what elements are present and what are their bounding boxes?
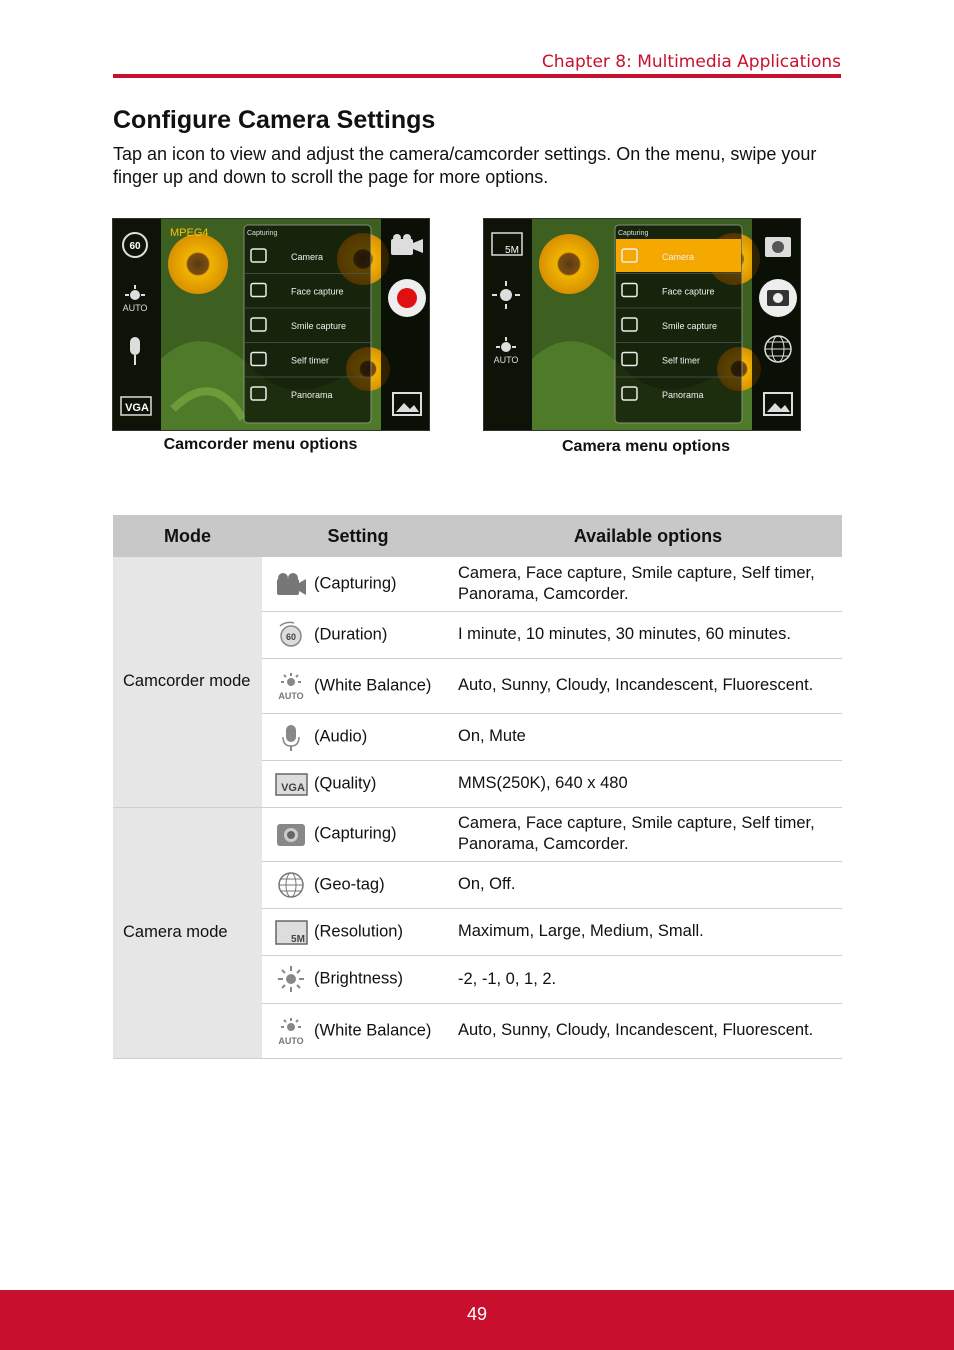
header-options: Available options — [454, 515, 842, 557]
options-cell: Auto, Sunny, Cloudy, Incandescent, Fluorescent. — [454, 658, 842, 713]
options-cell: I minute, 10 minutes, 30 minutes, 60 minutes. — [454, 611, 842, 658]
menu-item-label: Camera — [291, 252, 324, 262]
setting-cell — [262, 658, 454, 713]
svg-text:60: 60 — [129, 241, 141, 252]
menu-item[interactable] — [616, 239, 741, 272]
header-rule — [113, 74, 841, 78]
menu-item-label: Smile capture — [662, 321, 718, 331]
svg-text:Capturing: Capturing — [247, 230, 278, 237]
camcorder-icon — [274, 569, 308, 599]
record-button-icon[interactable] — [388, 279, 426, 317]
page-title: Configure Camera Settings — [113, 106, 436, 134]
menu-item-label: Panorama — [291, 390, 333, 400]
camcorder-caption: Camcorder menu options — [163, 436, 358, 453]
header-mode: Mode — [113, 515, 262, 557]
options-cell: On, Mute — [454, 713, 842, 760]
brightness-icon — [274, 964, 308, 994]
camcorder-screenshot — [112, 218, 430, 431]
svg-text:AUTO: AUTO — [493, 355, 519, 365]
resolution-icon — [274, 917, 308, 947]
svg-text:VGA: VGA — [125, 402, 149, 414]
menu-item-label: Self timer — [662, 355, 701, 366]
svg-text:AUTO: AUTO — [278, 1035, 304, 1046]
setting-label: (Geo-tag) — [314, 874, 385, 893]
vga-icon — [274, 769, 308, 799]
setting-cell — [262, 861, 454, 908]
menu-item-label: Camera — [662, 252, 695, 262]
setting-cell — [262, 1003, 454, 1058]
setting-cell — [262, 713, 454, 760]
svg-text:AUTO: AUTO — [122, 303, 148, 313]
menu-item-label: Face capture — [662, 286, 715, 297]
setting-label: (Duration) — [314, 624, 388, 643]
shutter-button-icon[interactable] — [759, 279, 797, 317]
setting-cell — [262, 557, 454, 611]
options-cell: Camera, Face capture, Smile capture, Self timer, Panorama, Camcorder. — [454, 557, 842, 611]
setting-cell — [262, 760, 454, 807]
options-cell: -2, -1, 0, 1, 2. — [454, 955, 842, 1003]
globe-icon — [274, 870, 308, 900]
table-row — [113, 807, 842, 861]
setting-label: (Brightness) — [314, 969, 403, 988]
camera-icon — [274, 819, 308, 849]
menu-item-label: Panorama — [662, 390, 704, 400]
svg-text:60: 60 — [285, 631, 297, 642]
white-balance-icon — [274, 1016, 308, 1046]
mode-cell: Camera mode — [113, 807, 262, 1058]
setting-cell — [262, 611, 454, 658]
setting-cell — [262, 807, 454, 861]
setting-label: (Capturing) — [314, 824, 397, 843]
menu-item-label: Self timer — [291, 355, 330, 366]
chapter-header: Chapter 8: Multimedia Applications — [541, 52, 841, 72]
svg-text:5M: 5M — [291, 933, 305, 945]
camera-screenshot — [483, 218, 801, 431]
menu-item-label: Smile capture — [291, 321, 347, 331]
setting-label: (White Balance) — [314, 1020, 432, 1039]
svg-text:AUTO: AUTO — [278, 690, 304, 701]
white-balance-icon — [274, 671, 308, 701]
options-cell: Camera, Face capture, Smile capture, Self timer, Panorama, Camcorder. — [454, 807, 842, 861]
setting-label: (Audio) — [314, 726, 368, 745]
options-cell: Maximum, Large, Medium, Small. — [454, 908, 842, 955]
setting-cell — [262, 955, 454, 1003]
menu-item-label: Face capture — [291, 286, 344, 297]
format-label: MPEG4 — [170, 227, 209, 239]
setting-cell — [262, 908, 454, 955]
options-cell: MMS(250K), 640 x 480 — [454, 760, 842, 807]
svg-text:Capturing: Capturing — [618, 230, 649, 237]
svg-text:5M: 5M — [505, 245, 519, 256]
intro-paragraph: Tap an icon to view and adjust the camera/camcorder settings. On the menu, swipe your finger up and down to scroll the page for more options. — [113, 144, 817, 187]
camera-icon[interactable] — [765, 237, 791, 257]
settings-table — [113, 515, 842, 1059]
mode-cell: Camcorder mode — [113, 557, 262, 807]
options-cell: On, Off. — [454, 861, 842, 908]
duration-icon — [274, 620, 308, 650]
svg-text:VGA: VGA — [281, 781, 305, 794]
table-row — [113, 557, 842, 611]
camera-caption: Camera menu options — [561, 438, 731, 455]
header-setting: Setting — [262, 515, 454, 557]
setting-label: (Resolution) — [314, 921, 403, 940]
setting-label: (White Balance) — [314, 675, 432, 694]
microphone-icon — [274, 722, 308, 752]
page-number: 49 — [466, 1304, 488, 1324]
setting-label: (Quality) — [314, 773, 377, 792]
setting-label: (Capturing) — [314, 574, 397, 593]
options-cell: Auto, Sunny, Cloudy, Incandescent, Fluorescent. — [454, 1003, 842, 1058]
